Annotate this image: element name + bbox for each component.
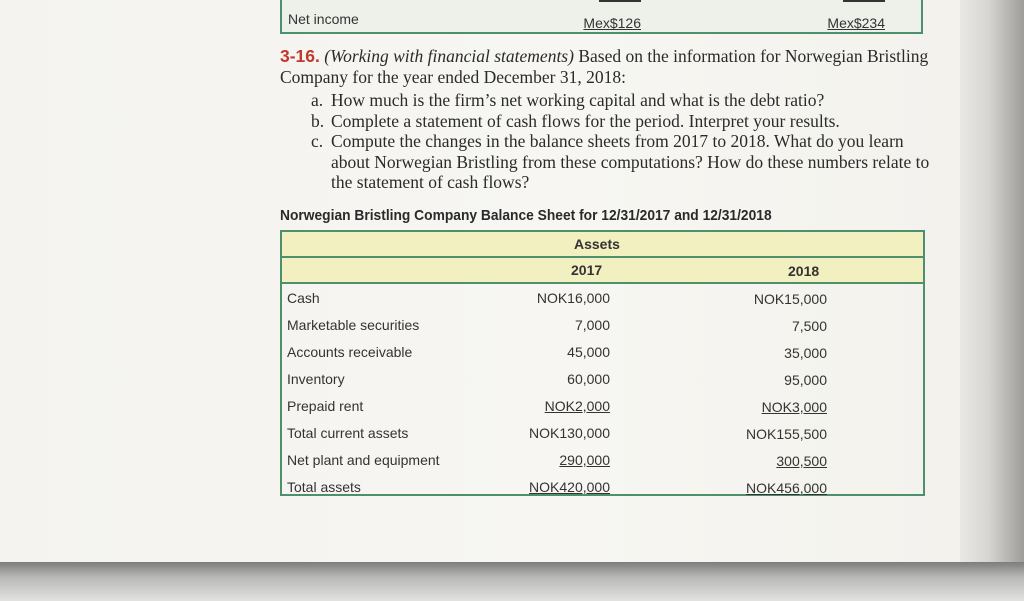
asset-rows: [282, 286, 923, 502]
value-2018: NOK155,500: [746, 426, 827, 442]
row-label: Cash: [287, 290, 320, 306]
question-item: [280, 90, 930, 111]
table-row: [282, 421, 923, 448]
value-2017: NOK2,000: [544, 398, 610, 414]
problem-3-16: [280, 46, 930, 193]
balance-sheet-title: Norwegian Bristling Company Balance Sheet for 12/31/2017 and 12/31/2018: [280, 207, 772, 224]
problem-intro: [280, 46, 930, 88]
value-2017: NOK420,000: [529, 479, 610, 495]
table-row: [282, 475, 923, 502]
value-2017: NOK16,000: [536, 290, 610, 306]
net-income-row: [280, 0, 923, 34]
problem-intro-text: Based on the information for Norwegian Bristling Company for the year ended December 31, 2018:: [280, 46, 929, 87]
assets-heading: Assets: [574, 236, 620, 252]
value-2017: 7,000: [574, 317, 610, 333]
net-income-label: Net income: [288, 11, 359, 27]
row-label: Total current assets: [287, 425, 409, 441]
table-row: [282, 448, 923, 475]
scan-bottom-edge: [0, 562, 1024, 601]
row-label: Net plant and equipment: [287, 452, 440, 468]
question-text: Compute the changes in the balance sheets from 2017 to 2018. What do you learn about Norwegian Bristling from these computations? How do these numbers relate to the statement of cash flows?: [331, 131, 930, 192]
value-2017: 290,000: [559, 452, 610, 468]
table-row: [282, 367, 923, 394]
value-2018: NOK456,000: [746, 480, 827, 496]
question-text: How much is the firm’s net working capital and what is the debt ratio?: [331, 90, 825, 110]
question-marker: a.: [311, 90, 324, 110]
balance-sheet-table: [280, 230, 925, 496]
year-2018-heading: 2018: [788, 263, 820, 279]
problem-topic: (Working with financial statements): [324, 46, 574, 66]
question-marker: c.: [311, 131, 324, 151]
question-text: Complete a statement of cash flows for the period. Interpret your results.: [331, 110, 840, 131]
net-income-value-2: Mex$234: [827, 15, 885, 31]
question-marker: b.: [311, 110, 325, 131]
row-label: Total assets: [287, 479, 361, 495]
value-2018: NOK3,000: [761, 399, 827, 415]
problem-number: 3-16.: [280, 46, 320, 66]
value-2018: 7,500: [791, 318, 827, 334]
row-label: Accounts receivable: [287, 344, 413, 360]
value-2017: 45,000: [567, 344, 610, 360]
net-income-value-1: Mex$126: [583, 15, 641, 31]
question-item: [280, 111, 930, 132]
total-rule: [843, 0, 885, 2]
question-list: [280, 90, 930, 193]
year-2017-heading: 2017: [571, 262, 603, 278]
table-row: [282, 286, 923, 313]
table-row: [282, 340, 923, 367]
row-label: Inventory: [287, 371, 345, 387]
value-2018: 35,000: [784, 345, 827, 361]
row-label: Prepaid rent: [287, 398, 364, 414]
section-header: [282, 232, 923, 258]
value-2018: 300,500: [776, 453, 827, 469]
table-row: [282, 313, 923, 340]
value-2018: 95,000: [784, 372, 827, 388]
row-label: Marketable securities: [287, 317, 420, 333]
year-header: [282, 258, 923, 284]
table-row: [282, 394, 923, 421]
value-2017: 60,000: [567, 371, 610, 387]
question-item: [280, 131, 930, 193]
value-2018: NOK15,000: [753, 291, 827, 307]
value-2017: NOK130,000: [529, 425, 610, 441]
page-gutter-shadow: [960, 0, 1024, 562]
total-rule: [599, 0, 641, 2]
